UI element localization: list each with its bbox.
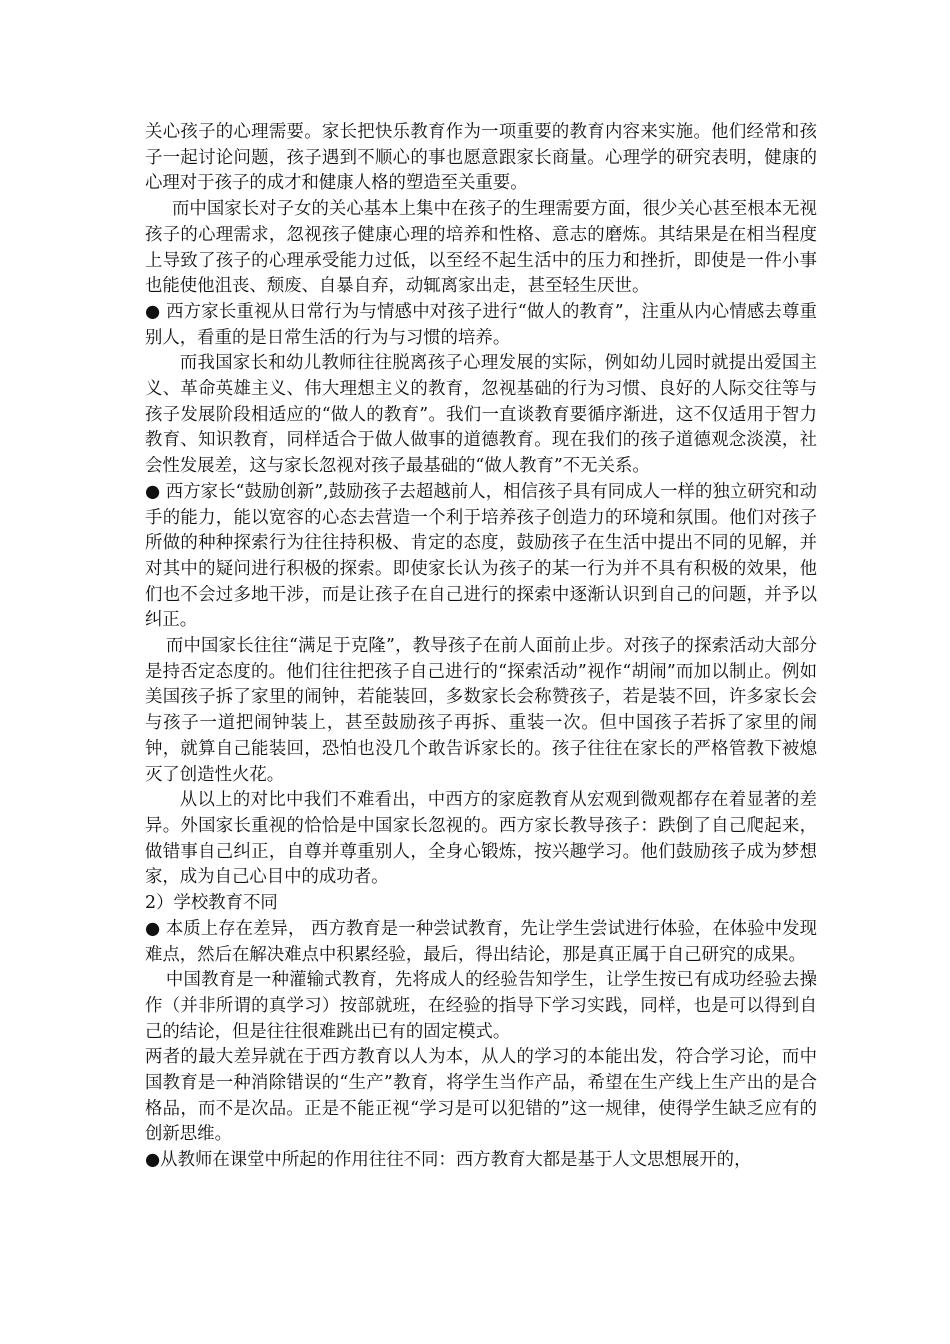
paragraph-chinese-indoctrination: 中国教育是一种灌输式教育，先将成人的经验告知学生，让学生按已有成功经验去操作（并非所谓的真学习）按部就班，在经验的指导下学习实践，同样，也是可以得到自己的结论，但是往往很难跳出已有的固定模式。 bbox=[145, 970, 817, 1042]
paragraph-bullet-essential-difference: ● 本质上存在差异， 西方教育是一种尝试教育，先让学生尝试进行体验，在体验中发现难点，然后在解决难点中积累经验，最后，得出结论，那是真正属于自己研究的成果。 bbox=[145, 918, 817, 965]
document-page bbox=[145, 120, 817, 1174]
paragraph-chinese-parents-care: 而中国家长对子女的关心基本上集中在孩子的生理需要方面，很少关心甚至根本无视孩子的心理需求，忽视孩子健康心理的培养和性格、意志的磨炼。其结果是在相当程度上导致了孩子的心理承受能力过低，以至经不起生活中的压力和挫折，即使是一件小事也能使他沮丧、颓废、自暴自弃，动辄离家出走，甚至轻生厌世。 bbox=[145, 199, 817, 297]
section-heading-school-education: 2）学校教育不同 bbox=[145, 893, 278, 914]
paragraph-comparison-summary: 从以上的对比中我们不难看出，中西方的家庭教育从宏观到微观都存在着显著的差异。外国家长重视的恰恰是中国家长忽视的。西方家长教导孩子：跌倒了自己爬起来，做错事自己纠正，自尊并尊重别人，全身心锻炼，按兴趣学习。他们鼓励孩子成为梦想家，成为自己心目中的成功者。 bbox=[145, 790, 817, 888]
paragraph-bullet-teacher-role: ●从教师在课堂中所起的作用往往不同：西方教育大都是基于人文思想展开的， bbox=[145, 1150, 752, 1171]
paragraph-bullet-moral-education: ● 西方家长重视从日常行为与情感中对孩子进行“做人的教育”，注重从内心情感去尊重别人，看重的是日常生活的行为与习惯的培养。 bbox=[145, 301, 817, 348]
paragraph-bullet-encourage-innovation: ● 西方家长“鼓励创新”,鼓励孩子去超越前人，相信孩子具有同成人一样的独立研究和动手的能力，能以宽容的心态去营造一个利于培养孩子创造力的环境和氛围。他们对孩子所做的种种探索行为往往持积极、肯定的态度，鼓励孩子在生活中提出不同的见解，并对其中的疑问进行积极的探索。即使家长认为孩子的某一行为并不具有积极的效果，他们也不会过多地干涉，而是让孩子在自己进行的探索中逐渐认识到自己的问题，并予以纠正。 bbox=[145, 481, 817, 631]
paragraph-biggest-difference: 两者的最大差异就在于西方教育以人为本，从人的学习的本能出发，符合学习论，而中国教育是一种消除错误的“生产”教育，将学生当作产品，希望在生产线上生产出的是合格品，而不是次品。正是不能正视“学习是可以犯错的”这一规律，使得学生缺乏应有的创新思维。 bbox=[145, 1047, 817, 1145]
paragraph-chinese-moral-education: 而我国家长和幼儿教师往往脱离孩子心理发展的实际，例如幼儿园时就提出爱国主义、革命英雄主义、伟大理想主义的教育，忽视基础的行为习惯、良好的人际交往等与孩子发展阶段相适应的“做人的教育”。我们一直谈教育要循序渐进，这不仅适用于智力教育、知识教育，同样适合于做人做事的道德教育。现在我们的孩子道德观念淡漠，社会性发展差，这与家长忽视对孩子最基础的“做人教育”不无关系。 bbox=[145, 353, 817, 477]
paragraph-psychological-needs: 关心孩子的心理需要。家长把快乐教育作为一项重要的教育内容来实施。他们经常和孩子一起讨论问题，孩子遇到不顺心的事也愿意跟家长商量。心理学的研究表明，健康的心理对于孩子的成才和健康人格的塑造至关重要。 bbox=[145, 122, 817, 194]
paragraph-chinese-clone: 而中国家长往往“满足于克隆”，教导孩子在前人面前止步。对孩子的探索活动大部分是持否定态度的。他们往往把孩子自己进行的“探索活动”视作“胡闹”而加以制止。例如美国孩子拆了家里的闹钟，若能装回，多数家长会称赞孩子，若是装不回，许多家长会与孩子一道把闹钟装上，甚至鼓励孩子再拆、重装一次。但中国孩子若拆了家里的闹钟，就算自己能装回，恐怕也没几个敢告诉家长的。孩子往往在家长的严格管教下被熄灭了创造性火花。 bbox=[145, 636, 817, 785]
